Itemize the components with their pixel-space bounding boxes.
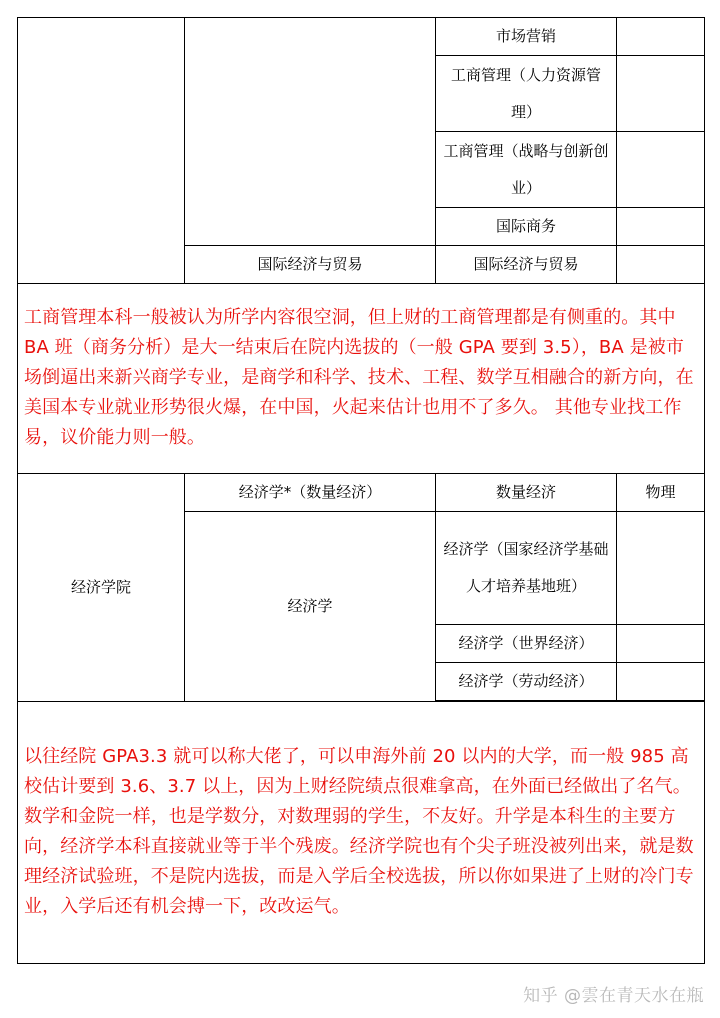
program-cell: 经济学*（数量经济）: [185, 474, 436, 512]
extra-cell: [617, 663, 705, 701]
extra-cell: [617, 56, 705, 132]
school-cell: 经济学院: [18, 474, 185, 702]
commentary-note: 以往经院 GPA3.3 就可以称大佬了，可以申海外前 20 以内的大学，而一般 985 高校估计要到 3.6、3.7 以上，因为上财经院绩点很难拿高，在外面已经做出了名气。数学和金院一样，也是学数分，对数理弱的学生，不友好。升学是本科生的主要方向，经济学本科直接就业等于半个残废。经济学院也有个尖子班没被列出来，就是数理经济试验班，不是院内选拔，而是入学后全校选拔，所以你如果进了上财的冷门专业，入学后还有机会搏一下，改改运气。: [18, 702, 705, 964]
extra-cell: [617, 625, 705, 663]
extra-cell: [617, 208, 705, 246]
major-cell: 市场营销: [436, 18, 617, 56]
extra-cell: [617, 132, 705, 208]
watermark: 知乎 @雲在青天水在瓶: [523, 986, 704, 1006]
majors-table: [17, 17, 705, 964]
school-cell-empty: [18, 18, 185, 284]
major-cell: 国际经济与贸易: [436, 246, 617, 284]
major-cell: 工商管理（战略与创新创业）: [436, 132, 617, 208]
program-cell: 国际经济与贸易: [185, 246, 436, 284]
major-cell: 数量经济: [436, 474, 617, 512]
extra-cell: [617, 512, 705, 625]
extra-cell: [617, 18, 705, 56]
program-cell: 经济学: [185, 512, 436, 702]
major-cell: 国际商务: [436, 208, 617, 246]
major-cell: 工商管理（人力资源管理）: [436, 56, 617, 132]
major-cell: 经济学（劳动经济）: [436, 663, 617, 701]
commentary-note: 工商管理本科一般被认为所学内容很空洞，但上财的工商管理都是有侧重的。其中 BA 班（商务分析）是大一结束后在院内选拔的（一般 GPA 要到 3.5），BA 是被市场倒逼出来新兴商学专业，是商学和科学、技术、工程、数学互相融合的新方向，在美国本专业就业形势很火爆，在中国，火起来估计也用不了多久。 其他专业找工作易，议价能力则一般。: [18, 284, 705, 474]
extra-cell: 物理: [617, 474, 705, 512]
major-cell: 经济学（世界经济）: [436, 625, 617, 663]
extra-cell: [617, 246, 705, 284]
program-cell-empty: [185, 18, 436, 246]
major-cell: 经济学（国家经济学基础人才培养基地班）: [436, 512, 617, 625]
